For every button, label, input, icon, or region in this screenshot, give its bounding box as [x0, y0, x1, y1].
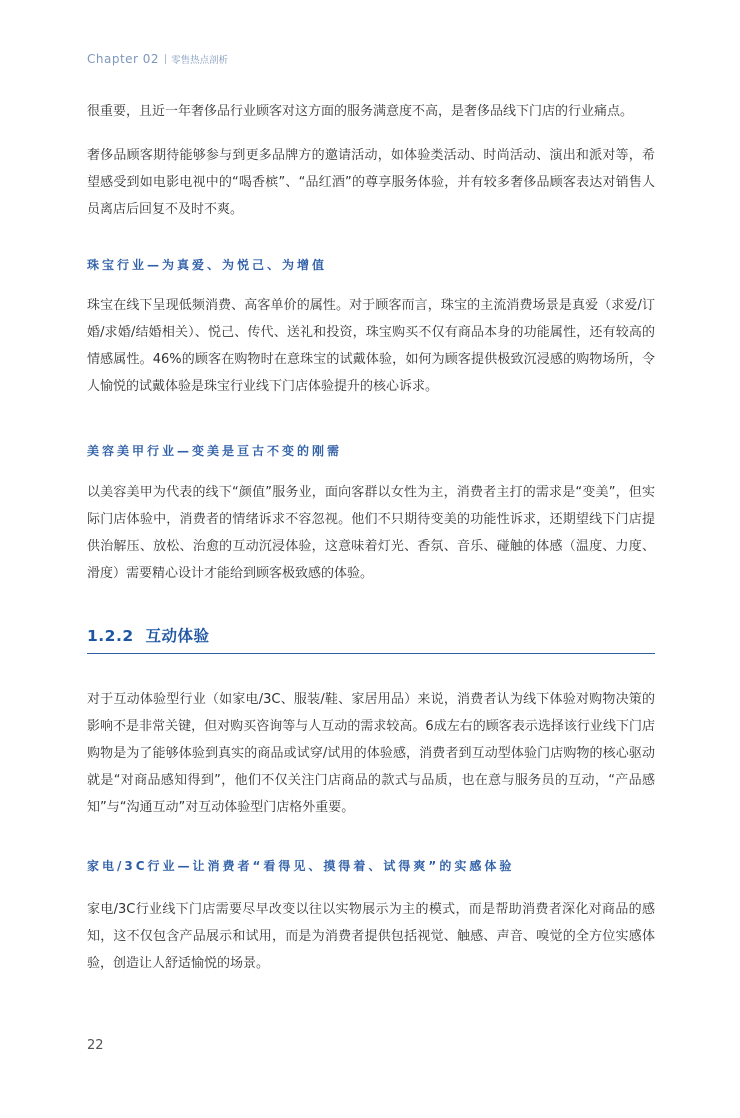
subheading-beauty: 美容美甲行业—变美是亘古不变的刚需 — [87, 444, 343, 458]
paragraph-interactive: 对于互动体验型行业（如家电/3C、服装/鞋、家居用品）来说，消费者认为线下体验对购物决策的影响不是非常关键，但对购买咨询等与人互动的需求较高。6成左右的顾客表示选择该行业线下门店购物是为了能够体验到真实的商品或试穿/试用的体验感，消费者到互动型体验门店购物的核心驱动就是“对商品感知得到”，他们不仅关注门店商品的款式与品质，也在意与服务员的互动，“产品感知”与“沟通互动”对互动体验型门店格外重要。 — [87, 692, 655, 815]
subheading-3c: 家电/3C行业—让消费者“看得见、摸得着、试得爽”的实感体验 — [87, 859, 515, 873]
section-number: 1.2.2 — [87, 627, 134, 645]
paragraph-luxury-intro: 很重要，且近一年奢侈品行业顾客对这方面的服务满意度不高，是奢侈品线下门店的行业痛点。 — [87, 104, 634, 119]
chapter-label: Chapter 02 — [87, 52, 160, 66]
section-label: 零售热点剖析 — [171, 55, 229, 66]
section-title: 互动体验 — [145, 627, 210, 645]
section-rule — [87, 653, 655, 654]
paragraph-3c: 家电/3C行业线下门店需要尽早改变以往以实物展示为主的模式，而是帮助消费者深化对商品的感知，这不仅包含产品展示和试用，而是为消费者提供包括视觉、触感、声音、嗅觉的全方位实感体验，创造让人舒适愉悦的场景。 — [87, 902, 655, 971]
subheading-jewelry: 珠宝行业—为真爱、为悦己、为增值 — [87, 258, 328, 272]
paragraph-beauty: 以美容美甲为代表的线下“颜值”服务业，面向客群以女性为主，消费者主打的需求是“变美”，但实际门店体验中，消费者的情绪诉求不容忽视。他们不只期待变美的功能性诉求，还期望线下门店提供治解压、放松、治愈的互动沉浸体验，这意味着灯光、香氛、音乐、碰触的体感（温度、力度、滑度）需要精心设计才能给到顾客极致感的体验。 — [87, 485, 655, 581]
header-divider — [165, 54, 166, 64]
running-header — [87, 52, 228, 66]
paragraph-jewelry: 珠宝在线下呈现低频消费、高客单价的属性。对于顾客而言，珠宝的主流消费场景是真爱（求爱/订婚/求婚/结婚相关）、悦己、传代、送礼和投资，珠宝购买不仅有商品本身的功能属性，还有较高的情感属性。46%的顾客在购物时在意珠宝的试戴体验，如何为顾客提供极致沉浸感的购物场所，令人愉悦的试戴体验是珠宝行业线下门店体验提升的核心诉求。 — [87, 298, 655, 394]
paragraph-luxury-expectations: 奢侈品顾客期待能够参与到更多品牌方的邀请活动，如体验类活动、时尚活动、演出和派对等，希望感受到如电影电视中的“喝香槟”、“品红酒”的尊享服务体验，并有较多奢侈品顾客表达对销售人员离店后回复不及时不爽。 — [87, 148, 655, 217]
page-number: 22 — [87, 1038, 104, 1053]
section-heading — [87, 626, 655, 646]
